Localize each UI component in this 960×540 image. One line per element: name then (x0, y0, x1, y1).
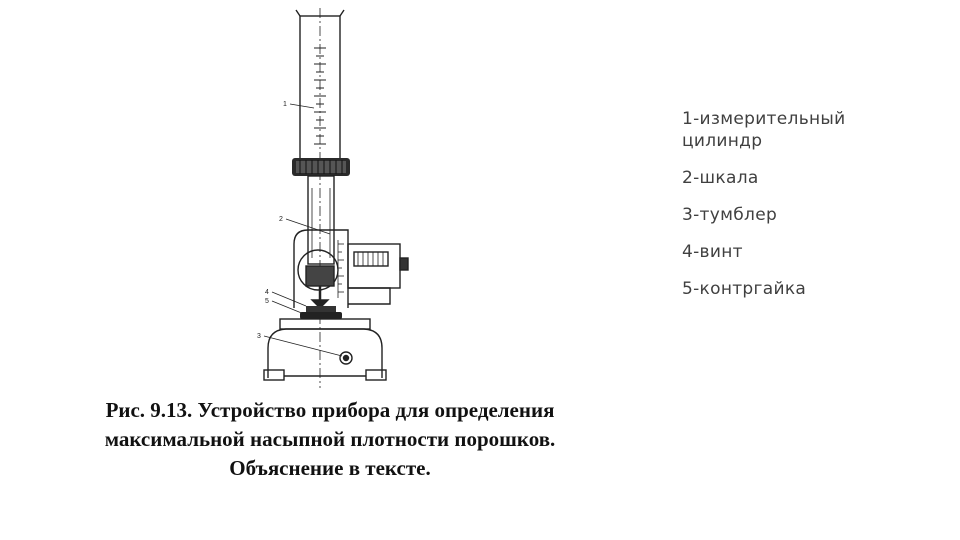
label-2: 2 (279, 216, 283, 223)
measuring-cylinder (296, 8, 344, 388)
screw-and-locknut (300, 306, 342, 319)
device-illustration (250, 8, 430, 388)
knurled-nut (292, 158, 350, 176)
legend-item-toggle: 3-тумблер (682, 205, 778, 225)
scale-marks (338, 240, 344, 298)
label-1: 1 (283, 101, 287, 108)
label-4: 4 (265, 289, 269, 296)
label-3: 3 (257, 333, 261, 340)
base (264, 319, 386, 380)
figure-caption (20, 396, 640, 483)
caption-line-2: максимальной насыпной плотности порошков. (104, 427, 556, 451)
caption-line-3: Объяснение в тексте. (229, 456, 431, 480)
legend-list (682, 108, 922, 315)
device-drawing (250, 8, 430, 388)
caption-line-1: Рис. 9.13. Устройство прибора для определения (105, 398, 555, 422)
legend-item-scale: 2-шкала (682, 168, 759, 188)
indicator-box (348, 244, 408, 304)
label-5: 5 (265, 298, 269, 305)
legend-item-locknut: 5-контргайка (682, 279, 807, 299)
legend-item-cylinder: 1-измерительный цилиндр (682, 109, 846, 151)
legend-item-screw: 4-винт (682, 242, 743, 262)
housing (294, 230, 348, 308)
